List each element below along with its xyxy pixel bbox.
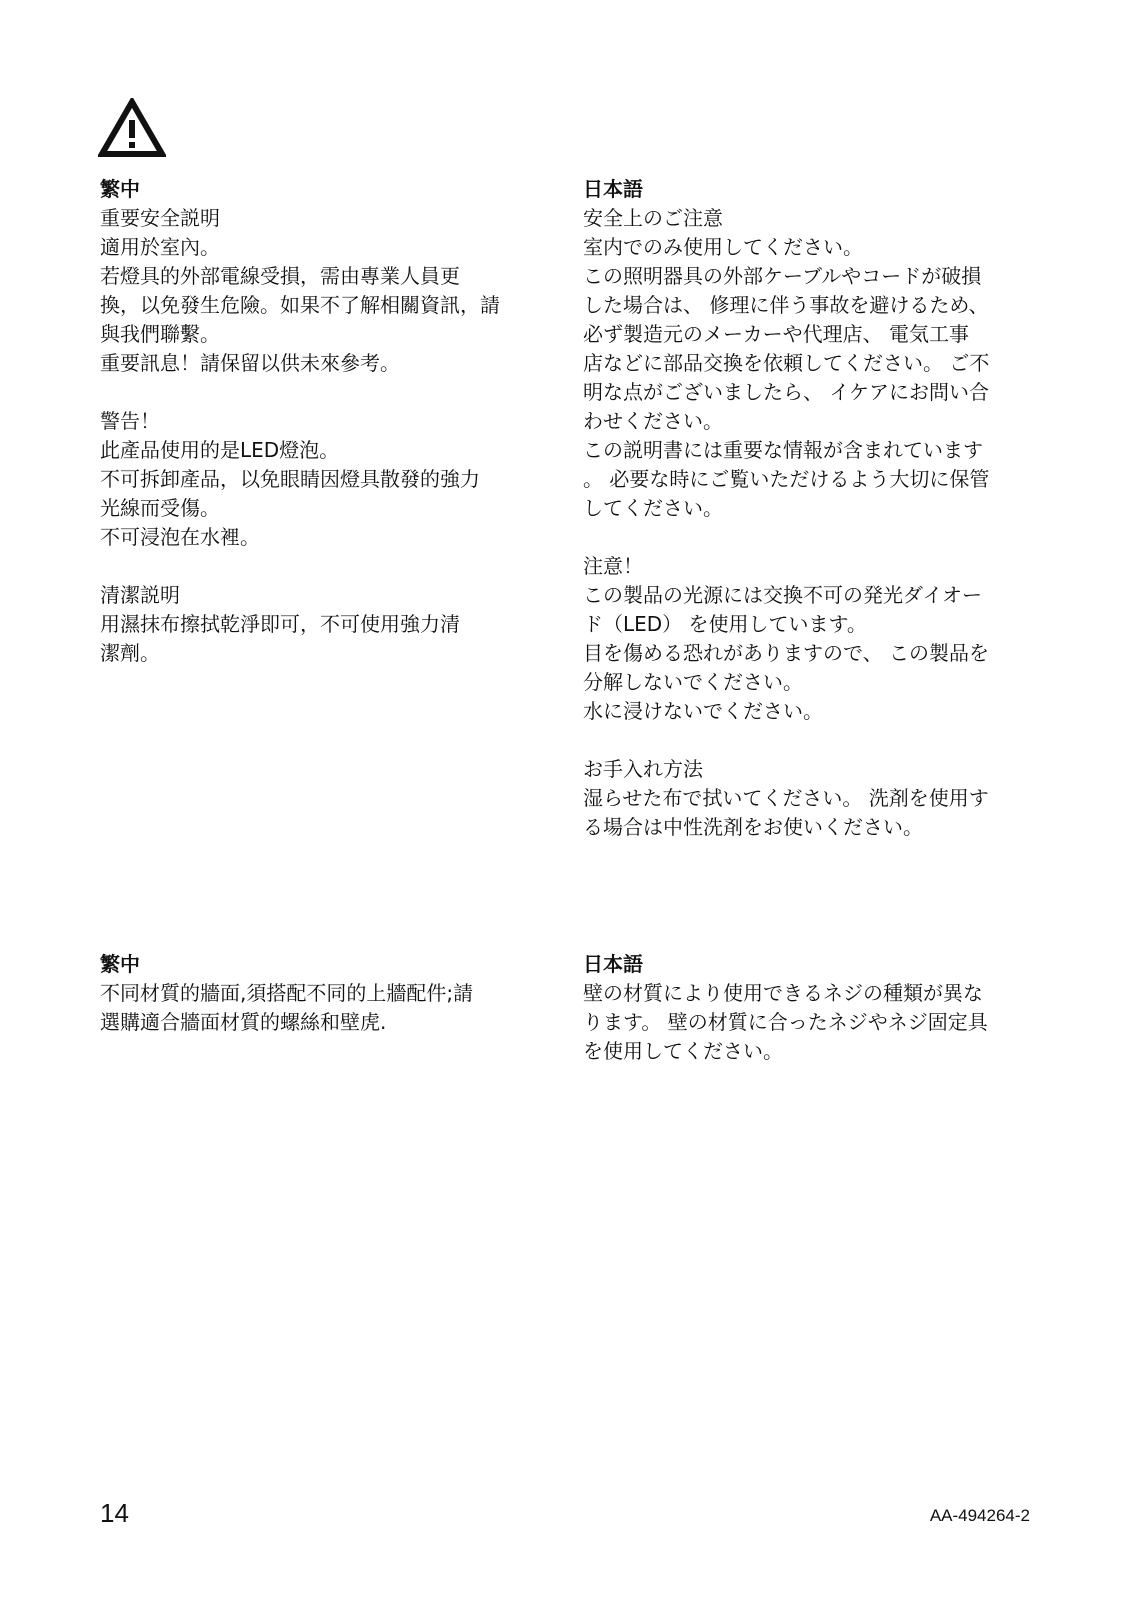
section-ja-wall: [583, 950, 1043, 1066]
section-zh-safety: [100, 175, 560, 668]
text-line: を使用してください。: [583, 1039, 783, 1063]
text-line: 注意！: [583, 554, 643, 578]
paragraph-gap: [100, 378, 560, 407]
text-line: わせください。: [583, 409, 723, 433]
section-heading: 日本語: [583, 952, 643, 976]
section-heading: 日本語: [583, 177, 643, 201]
text-line: 警告！: [100, 409, 160, 433]
section-zh-wall: [100, 950, 560, 1037]
section-heading: 繁中: [100, 177, 140, 201]
text-line: ります。 壁の材質に合ったネジやネジ固定具: [583, 1010, 988, 1034]
text-line: 光線而受傷。: [100, 496, 220, 520]
text-line: 適用於室內。: [100, 235, 220, 259]
text-line: 選購適合牆面材質的螺絲和壁虎.: [100, 1010, 387, 1034]
text-line: 不可浸泡在水裡。: [100, 525, 260, 549]
section-heading: 繁中: [100, 952, 140, 976]
text-line: 清潔説明: [100, 583, 180, 607]
text-line: 水に浸けないでください。: [583, 699, 823, 723]
text-line: 壁の材質により使用できるネジの種類が異な: [583, 981, 983, 1005]
warning-triangle-icon: [98, 98, 166, 158]
document-code: AA-494264-2: [929, 1506, 1030, 1525]
text-line: 明な点がございましたら、 イケアにお問い合: [583, 380, 989, 404]
text-line: 分解しないでください。: [583, 670, 803, 694]
text-line: 潔劑。: [100, 641, 160, 665]
text-line: ド（LED） を使用しています。: [583, 612, 867, 636]
page-number: 14: [100, 1498, 129, 1528]
text-line: 換，以免發生危險。如果不了解相關資訊，請: [100, 293, 500, 317]
paragraph-gap: [583, 726, 1043, 755]
text-line: 重要訊息！請保留以供未來參考。: [100, 351, 400, 375]
text-line: 與我們聯繫。: [100, 322, 220, 346]
text-line: 若燈具的外部電線受損，需由專業人員更: [100, 264, 460, 288]
text-line: 店などに部品交換を依頼してください。 ご不: [583, 351, 990, 375]
text-line: 安全上のご注意: [583, 206, 723, 230]
text-line: 湿らせた布で拭いてください。 洗剤を使用す: [583, 786, 989, 810]
text-line: 用濕抹布擦拭乾淨即可，不可使用強力清: [100, 612, 460, 636]
text-line: お手入れ方法: [583, 757, 703, 781]
text-line: 不同材質的牆面,須搭配不同的上牆配件;請: [100, 981, 474, 1005]
text-line: この製品の光源には交換不可の発光ダイオー: [583, 583, 982, 607]
paragraph-gap: [100, 552, 560, 581]
section-ja-safety: [583, 175, 1043, 842]
text-line: この説明書には重要な情報が含まれています: [583, 438, 983, 462]
text-line: 此產品使用的是LED燈泡。: [100, 438, 340, 462]
text-line: この照明器具の外部ケーブルやコードが破損: [583, 264, 982, 288]
paragraph-gap: [583, 523, 1043, 552]
text-line: 重要安全説明: [100, 206, 220, 230]
text-line: 。 必要な時にご覧いただけるよう大切に保管: [583, 467, 990, 491]
text-line: してください。: [583, 496, 723, 520]
text-line: 目を傷める恐れがありますので、 この製品を: [583, 641, 989, 665]
text-line: 必ず製造元のメーカーや代理店、 電気工事: [583, 322, 969, 346]
text-line: 不可拆卸產品，以免眼睛因燈具散發的強力: [100, 467, 480, 491]
text-line: した場合は、 修理に伴う事故を避けるため、: [583, 293, 989, 317]
text-line: る場合は中性洗剤をお使いください。: [583, 815, 923, 839]
text-line: 室内でのみ使用してください。: [583, 235, 863, 259]
